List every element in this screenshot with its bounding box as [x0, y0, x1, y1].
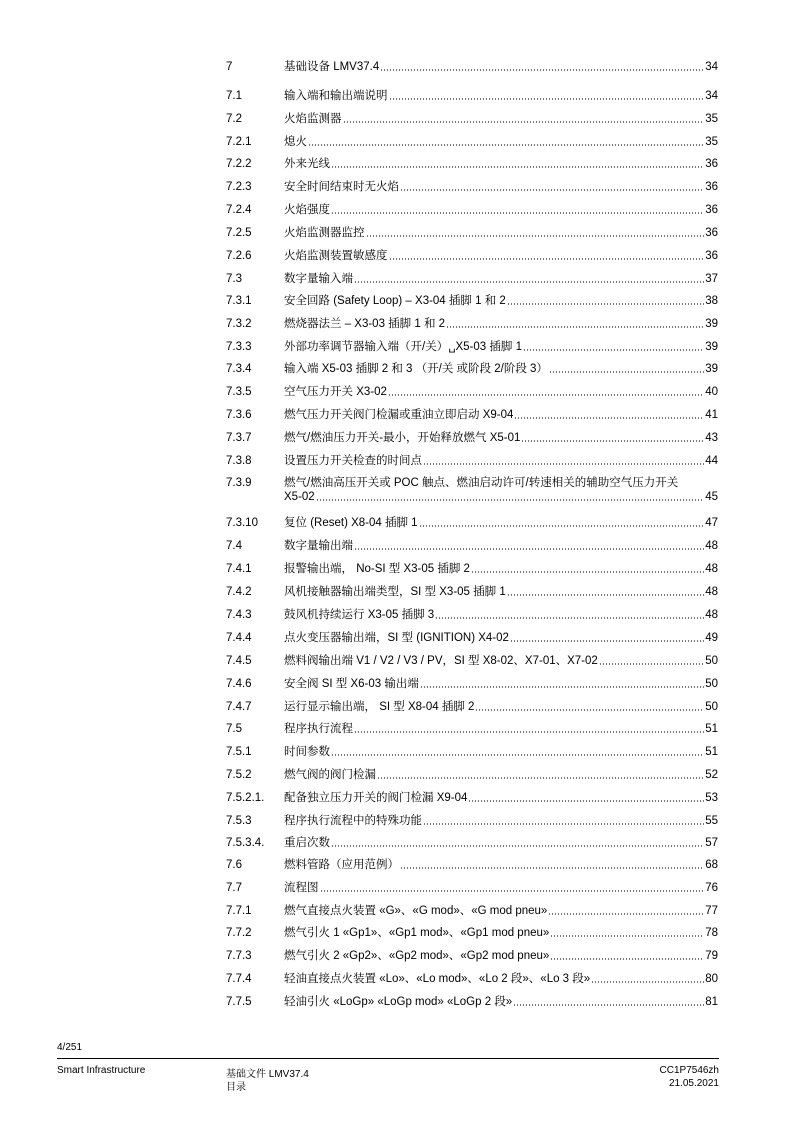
toc-entry-page: 40: [705, 386, 718, 398]
toc-entry-number: 7.2: [226, 113, 242, 125]
toc-entry-number: 7.4.7: [226, 701, 252, 713]
dot-leader: [475, 709, 704, 711]
toc-entry[interactable]: [226, 562, 718, 576]
dot-leader: [389, 258, 705, 260]
toc-entry[interactable]: [226, 791, 718, 805]
toc-entry[interactable]: [226, 249, 718, 263]
toc-entry-page: 77: [705, 905, 718, 917]
toc-entry-number: 7.2.6: [226, 250, 252, 262]
toc-entry-number: 7.4.5: [226, 655, 252, 667]
toc-entry[interactable]: [226, 157, 718, 171]
dot-leader: [549, 371, 704, 373]
toc-entry[interactable]: [226, 226, 718, 240]
dot-leader: [507, 303, 704, 305]
toc-entry-title: 基础设备 LMV37.4: [284, 61, 380, 73]
toc-entry-number: 7.3.7: [226, 432, 252, 444]
toc-entry-number: 7.3.3: [226, 341, 252, 353]
toc-entry[interactable]: [226, 904, 718, 918]
toc-entry-number: 7.4.4: [226, 632, 252, 644]
dot-leader: [320, 890, 705, 892]
toc-entry-number: 7.5: [226, 723, 242, 735]
toc-entry-page: 76: [705, 882, 718, 894]
toc-entry-page: 55: [705, 815, 718, 827]
toc-entry[interactable]: [226, 454, 718, 468]
toc-entry-number: 7.3.10: [226, 517, 258, 529]
toc-entry-number: 7.7.2: [226, 927, 252, 939]
toc-entry-page: 50: [705, 678, 718, 690]
toc-entry-title: 数字量输入端: [284, 273, 353, 285]
toc-entry-number: 7.3.6: [226, 409, 252, 421]
toc-entry[interactable]: [226, 722, 718, 736]
dot-leader: [308, 144, 704, 146]
footer-section-name: 目录: [226, 1082, 246, 1093]
toc-entry-title: 火焰监测装置敏感度: [284, 250, 388, 262]
dot-leader: [389, 98, 705, 100]
toc-entry-number: 7.5.2.1.: [226, 792, 265, 804]
dot-leader: [550, 958, 704, 960]
toc-entry-page: 36: [705, 181, 718, 193]
toc-entry-title: 数字量输出端: [284, 540, 353, 552]
toc-entry[interactable]: [226, 362, 718, 376]
toc-entry-page: 50: [705, 701, 718, 713]
toc-entry[interactable]: [226, 608, 718, 622]
toc-entry-number: 7.7.5: [226, 996, 252, 1008]
toc-entry-number: 7.1: [226, 90, 242, 102]
toc-entry-page: 47: [705, 517, 718, 529]
dot-leader: [514, 417, 704, 419]
toc-entry[interactable]: [226, 814, 718, 828]
dot-leader: [423, 463, 704, 465]
toc-entry-page: 57: [705, 837, 718, 849]
toc-entry-number: 7.3.8: [226, 455, 252, 467]
dot-leader: [380, 69, 704, 71]
toc-entry-page: 68: [705, 859, 718, 871]
toc-entry-page: 39: [705, 341, 718, 353]
toc-entry[interactable]: [226, 631, 718, 645]
dot-leader: [419, 525, 705, 527]
toc-entry-title: 燃气/燃油高压开关或 POC 触点、燃油启动许可/转速相关的辅助空气压力开关: [284, 477, 679, 489]
toc-entry-title: 鼓风机持续运行 X3-05 插脚 3: [284, 609, 435, 621]
toc-entry-number: 7.2.1: [226, 136, 252, 148]
dot-leader: [354, 281, 704, 283]
toc-entry-title: 轻油引火 «LoGp» «LoGp mod» «LoGp 2 段»: [284, 996, 513, 1008]
toc-entry-title: 燃料阀输出端 V1 / V2 / V3 / PV，SI 型 X8-02、X7-01、X7-02: [284, 655, 598, 667]
toc-entry-title: 熄火: [284, 136, 307, 148]
toc-entry[interactable]: [226, 89, 718, 103]
toc-entry[interactable]: [226, 768, 718, 782]
toc-entry[interactable]: [226, 112, 718, 126]
dot-leader: [599, 663, 704, 665]
dot-leader: [354, 731, 704, 733]
toc-entry[interactable]: [226, 995, 718, 1009]
toc-entry-title: 重启次数: [284, 837, 330, 849]
toc-entry-page: 43: [705, 432, 718, 444]
dot-leader: [331, 845, 704, 847]
toc-entry-page: 36: [705, 227, 718, 239]
toc-entry-title: 轻油直接点火装置 «Lo»、«Lo mod»、«Lo 2 段»、«Lo 3 段»: [284, 973, 591, 985]
toc-entry-page: 39: [705, 363, 718, 375]
toc-entry-number: 7.5.3: [226, 815, 252, 827]
dot-leader: [366, 235, 705, 237]
toc-entry[interactable]: [226, 203, 718, 217]
dot-leader: [435, 617, 704, 619]
toc-entry-page: 52: [705, 769, 718, 781]
toc-entry-page: 51: [705, 723, 718, 735]
toc-entry[interactable]: [226, 949, 718, 963]
toc-entry-page: 80: [705, 973, 718, 985]
toc-entry-number: 7.4.2: [226, 586, 252, 598]
dot-leader: [331, 754, 704, 756]
toc-entry[interactable]: [226, 272, 718, 286]
toc-entry-title: 报警输出端， No-SI 型 X3-05 插脚 2: [284, 563, 470, 575]
toc-entry[interactable]: [226, 700, 718, 714]
toc-entry-page: 50: [705, 655, 718, 667]
toc-entry-number: 7.3.5: [226, 386, 252, 398]
toc-entry-page: 34: [705, 90, 718, 102]
toc-entry-page: 38: [705, 295, 718, 307]
toc-entry[interactable]: [226, 431, 718, 445]
toc-entry-number: 7.7.4: [226, 973, 252, 985]
toc-entry-page: 36: [705, 158, 718, 170]
dot-leader: [423, 823, 704, 825]
toc-entry-title-continuation: X5-02: [284, 491, 315, 503]
toc-entry-page: 45: [705, 491, 718, 503]
toc-entry-number: 7.2.4: [226, 204, 252, 216]
dot-leader: [591, 981, 704, 983]
toc-entry-title: 燃气压力开关阀门检漏或重油立即启动 X9-04: [284, 409, 514, 421]
toc-entry-page: 37: [705, 273, 718, 285]
toc-entry[interactable]: [226, 135, 718, 149]
toc-entry-title: 运行显示输出端， SI 型 X8-04 插脚 2: [284, 701, 475, 713]
toc-entry-page: 78: [705, 927, 718, 939]
toc-entry[interactable]: [226, 858, 718, 872]
dot-leader: [316, 499, 705, 501]
toc-entry[interactable]: [226, 881, 718, 895]
toc-entry-title: 空气压力开关 X3-02: [284, 386, 387, 398]
footer-document-title: 基础文件 LMV37.4: [226, 1069, 309, 1080]
dot-leader: [420, 686, 704, 688]
toc-entry-number: 7.3: [226, 273, 242, 285]
footer-date: 21.05.2021: [668, 1078, 719, 1089]
toc-entry[interactable]: [226, 926, 718, 940]
toc-entry-page: 51: [705, 746, 718, 758]
toc-entry-page: 48: [705, 540, 718, 552]
toc-entry-title: 外来光线: [284, 158, 330, 170]
toc-entry-title: 安全回路 (Safety Loop) – X3-04 插脚 1 和 2: [284, 295, 506, 307]
toc-entry-title: 燃气/燃油压力开关-最小，开始释放燃气 X5-01: [284, 432, 521, 444]
dot-leader: [468, 800, 704, 802]
footer-divider: [57, 1058, 719, 1059]
toc-entry-title: 程序执行流程: [284, 723, 353, 735]
toc-entry[interactable]: [226, 585, 718, 599]
toc-entry-title: 流程图: [284, 882, 319, 894]
footer-document-code: CC1P7546zh: [659, 1065, 719, 1076]
toc-entry-page: 34: [705, 61, 718, 73]
dot-leader: [343, 121, 705, 123]
toc-entry-title: 燃气引火 1 «Gp1»、«Gp1 mod»、«Gp1 mod pneu»: [284, 927, 550, 939]
toc-entry-title: 燃烧器法兰 – X3-03 插脚 1 和 2: [284, 318, 446, 330]
toc-entry-page: 81: [705, 996, 718, 1008]
dot-leader: [513, 1004, 704, 1006]
toc-entry-number: 7.2.3: [226, 181, 252, 193]
toc-entry-title: 配备独立压力开关的阀门检漏 X9-04: [284, 792, 468, 804]
toc-entry-title: 设置压力开关检查的时间点: [284, 455, 422, 467]
toc-entry-title: 燃料管路（应用范例）: [284, 859, 399, 871]
toc-entry-title: 燃气直接点火装置 «G»、«G mod»、«G mod pneu»: [284, 905, 548, 917]
toc-entry-title: 程序执行流程中的特殊功能: [284, 815, 422, 827]
toc-entry[interactable]: [226, 340, 718, 354]
toc-entry-title: 安全阀 SI 型 X6-03 输出端: [284, 678, 419, 690]
toc-entry-title: 时间参数: [284, 746, 330, 758]
toc-entry-title: 火焰监测器监控: [284, 227, 365, 239]
dot-leader: [521, 440, 704, 442]
toc-entry-number: 7.5.1: [226, 746, 252, 758]
dot-leader: [446, 326, 704, 328]
dot-leader: [523, 349, 704, 351]
toc-entry-number: 7.4.6: [226, 678, 252, 690]
dot-leader: [550, 935, 704, 937]
toc-entry-page: 48: [705, 609, 718, 621]
dot-leader: [400, 189, 704, 191]
toc-entry[interactable]: [226, 972, 718, 986]
dot-leader: [331, 212, 704, 214]
toc-entry[interactable]: [226, 317, 718, 331]
dot-leader: [510, 640, 704, 642]
toc-entry[interactable]: [226, 294, 718, 308]
toc-entry-title: 输入端 X5-03 插脚 2 和 3 （开/关 或阶段 2/阶段 3）: [284, 363, 548, 375]
toc-entry-number: 7: [226, 61, 233, 73]
toc-entry[interactable]: [226, 476, 718, 504]
toc-entry-number: 7.7.3: [226, 950, 252, 962]
toc-entry-title: 点火变压器输出端，SI 型 (IGNITION) X4-02: [284, 632, 509, 644]
toc-entry-page: 35: [705, 136, 718, 148]
page-number: 4/251: [57, 1042, 83, 1053]
dot-leader: [388, 394, 704, 396]
toc-entry[interactable]: [226, 180, 718, 194]
toc-entry-number: 7.5.2: [226, 769, 252, 781]
toc-entry-title: 复位 (Reset) X8-04 插脚 1: [284, 517, 418, 529]
toc-entry[interactable]: [226, 60, 718, 74]
toc-entry-page: 44: [705, 455, 718, 467]
toc-entry-number: 7.6: [226, 859, 242, 871]
toc-entry-number: 7.7: [226, 882, 242, 894]
toc-entry-title: 安全时间结束时无火焰: [284, 181, 399, 193]
toc-entry-number: 7.4.3: [226, 609, 252, 621]
toc-entry[interactable]: [226, 408, 718, 422]
dot-leader: [354, 548, 704, 550]
toc-entry[interactable]: [226, 516, 718, 530]
footer-company: Smart Infrastructure: [57, 1065, 146, 1076]
toc-entry-page: 35: [705, 113, 718, 125]
toc-entry-title: 燃气引火 2 «Gp2»、«Gp2 mod»、«Gp2 mod pneu»: [284, 950, 550, 962]
toc-entry-page: 36: [705, 204, 718, 216]
toc-entry-title: 输入端和输出端说明: [284, 90, 388, 102]
toc-entry[interactable]: [226, 539, 718, 553]
toc-entry-number: 7.2.5: [226, 227, 252, 239]
toc-entry-page: 79: [705, 950, 718, 962]
toc-entry-number: 7.3.4: [226, 363, 252, 375]
toc-entry-number: 7.3.9: [226, 477, 252, 489]
dot-leader: [471, 571, 704, 573]
toc-entry[interactable]: [226, 745, 718, 759]
toc-entry-title: 火焰强度: [284, 204, 330, 216]
toc-entry-page: 36: [705, 250, 718, 262]
toc-entry-number: 7.2.2: [226, 158, 252, 170]
toc-entry-page: 48: [705, 563, 718, 575]
toc-entry-number: 7.3.1: [226, 295, 252, 307]
toc-entry-page: 41: [705, 409, 718, 421]
toc-entry-number: 7.3.2: [226, 318, 252, 330]
toc-entry-page: 39: [705, 318, 718, 330]
toc-entry-title: 外部功率调节器输入端（开/关）␣X5-03 插脚 1: [284, 341, 522, 353]
toc-entry-title: 火焰监测器: [284, 113, 342, 125]
toc-entry[interactable]: [226, 836, 718, 850]
toc-entry-number: 7.5.3.4.: [226, 837, 265, 849]
dot-leader: [377, 777, 704, 779]
dot-leader: [331, 166, 704, 168]
toc-entry-title: 燃气阀的阀门检漏: [284, 769, 376, 781]
toc-entry[interactable]: [226, 385, 718, 399]
toc-entry[interactable]: [226, 677, 718, 691]
toc-entry-number: 7.4: [226, 540, 242, 552]
toc-entry-title: 风机接触器输出端类型，SI 型 X3-05 插脚 1: [284, 586, 506, 598]
toc-entry-page: 48: [705, 586, 718, 598]
toc-entry-page: 49: [705, 632, 718, 644]
dot-leader: [548, 913, 704, 915]
toc-entry-number: 7.4.1: [226, 563, 252, 575]
dot-leader: [507, 594, 704, 596]
dot-leader: [400, 867, 704, 869]
toc-entry-number: 7.7.1: [226, 905, 252, 917]
toc-entry-page: 53: [705, 792, 718, 804]
toc-entry[interactable]: [226, 654, 718, 668]
